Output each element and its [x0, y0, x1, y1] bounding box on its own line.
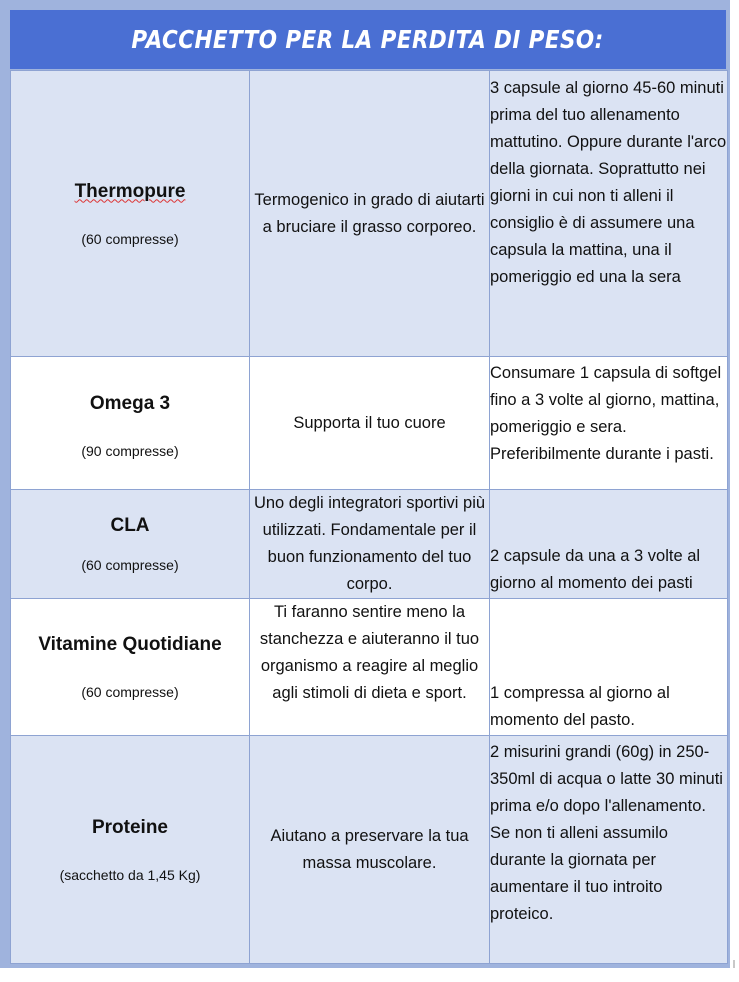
product-quantity: (60 compresse) [81, 684, 179, 700]
page-title: PACCHETTO PER LA PERDITA DI PESO: [131, 25, 605, 54]
product-cell [11, 599, 250, 736]
product-cell [11, 71, 250, 357]
product-dosage: 2 capsule da una a 3 volte al giorno al momento dei pasti [490, 547, 701, 592]
description-cell [250, 736, 490, 964]
product-cell [11, 736, 250, 964]
product-cell [11, 357, 250, 490]
table-row [11, 490, 728, 599]
product-quantity: (sacchetto da 1,45 Kg) [59, 866, 201, 883]
product-description: Ti faranno sentire meno la stanchezza e aiuteranno il tuo organismo a reagire al meglio agli stimoli di dieta e sport. [259, 603, 480, 702]
dosage-cell [490, 736, 728, 964]
dosage-cell [490, 71, 728, 357]
product-dosage: 3 capsule al giorno 45-60 minuti prima del tuo allenamento mattutino. Oppure durante l'arco della giornata. Soprattutto nei giorni in cui non ti alleni il consiglio è di assumere una capsula la mattina, una il pomeriggio ed una la sera [490, 79, 727, 286]
title-banner [10, 10, 726, 69]
product-description: Supporta il tuo cuore [293, 413, 446, 432]
description-cell [250, 490, 490, 599]
page-edge-mark [733, 960, 735, 968]
table-row [11, 599, 728, 736]
description-cell [250, 71, 490, 357]
product-name: Thermopure [74, 180, 186, 202]
product-name: Vitamine Quotidiane [38, 634, 222, 655]
product-cell [11, 490, 250, 599]
product-quantity: (90 compresse) [81, 443, 179, 459]
description-cell [250, 599, 490, 736]
product-description: Uno degli integratori sportivi più utilizzati. Fondamentale per il buon funzionamento del tuo corpo. [253, 494, 486, 593]
product-description: Termogenico in grado di aiutarti a bruciare il grasso corporeo. [254, 190, 485, 236]
description-cell [250, 357, 490, 490]
dosage-cell [490, 599, 728, 736]
product-quantity: (60 compresse) [81, 230, 179, 247]
product-name: CLA [110, 515, 150, 536]
table-row [11, 357, 728, 490]
table-row [11, 736, 728, 964]
dosage-cell [490, 357, 728, 490]
product-quantity: (60 compresse) [81, 557, 179, 573]
product-dosage: 2 misurini grandi (60g) in 250-350ml di acqua o latte 30 minuti prima e/o dopo l'allenamento. Se non ti alleni assumilo durante la giornata per aumentare il tuo introito proteico. [490, 743, 723, 923]
product-name: Omega 3 [89, 393, 171, 414]
product-dosage: 1 compressa al giorno al momento del pasto. [490, 684, 670, 729]
dosage-cell [490, 490, 728, 599]
product-description: Aiutano a preservare la tua massa muscolare. [270, 826, 469, 872]
table-row [11, 71, 728, 357]
product-dosage: Consumare 1 capsula di softgel fino a 3 volte al giorno, mattina, pomeriggio e sera. Preferibilmente durante i pasti. [490, 364, 722, 463]
supplement-table [10, 70, 728, 964]
product-name: Proteine [91, 816, 169, 838]
